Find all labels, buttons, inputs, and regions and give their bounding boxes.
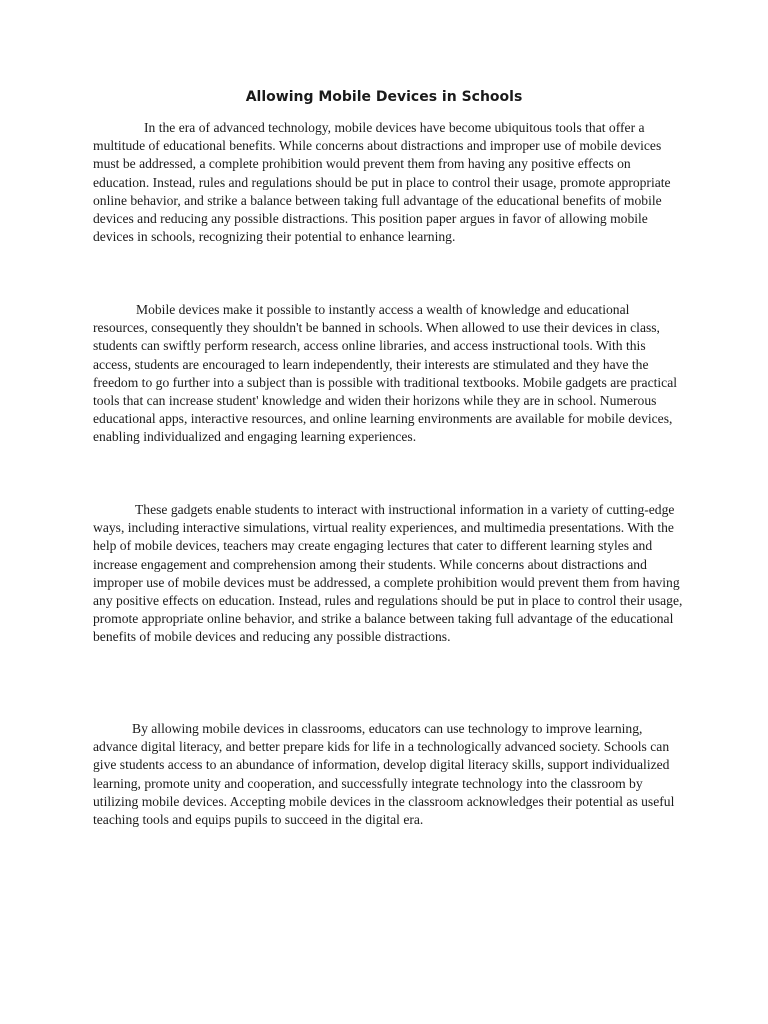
paragraph-interactive-learning: These gadgets enable students to interact with instructional information in a variety of cutting-edge ways, including interactive simulations, virtual reality experiences, and multimedia presentations. With the help of mobile devices, teachers may create engaging lectures that cater to different learning styles and increase engagement and comprehension among their students. While concerns about distractions and improper use of mobile devices must be addressed, a complete prohibition would prevent them from having any positive effects on education. Instead, rules and regulations should be put in place to control their usage, promote appropriate online behavior, and strike a balance between taking full advantage of the educational benefits of mobile devices and reducing any possible distractions. [93,502,683,645]
paragraph-access-to-knowledge: Mobile devices make it possible to instantly access a wealth of knowledge and educational resources, consequently they shouldn't be banned in schools. When allowed to use their devices in class, students can swiftly perform research, access online libraries, and access instructional tools. With this access, students are encouraged to learn independently, their interests are stimulated and they have the freedom to go further into a subject than is possible with traditional textbooks. Mobile gadgets are practical tools that can increase student' knowledge and widen their horizons while they are in school. Numerous educational apps, interactive resources, and online learning environments are available for mobile devices, enabling individualized and engaging learning experiences. [93,302,678,445]
paragraph-conclusion: By allowing mobile devices in classrooms, educators can use technology to improve learning, advance digital literacy, and better prepare kids for life in a technologically advanced society. Schools can give students access to an abundance of information, develop digital literacy skills, support individualized learning, promote unity and cooperation, and successfully integrate technology into the classroom by utilizing mobile devices. Accepting mobile devices in the classroom acknowledges their potential as useful teaching tools and equips pupils to succeed in the digital era. [93,721,675,828]
document-title: Allowing Mobile Devices in Schools [245,89,523,105]
paragraph-introduction: In the era of advanced technology, mobile devices have become ubiquitous tools that offer a multitude of educational benefits. While concerns about distractions and improper use of mobile devices must be addressed, a complete prohibition would prevent them from having any positive effects on education. Instead, rules and regulations should be put in place to control their usage, promote appropriate online behavior, and strike a balance between taking full advantage of the educational benefits of mobile devices and reducing any possible distractions. This position paper argues in favor of allowing mobile devices in schools, recognizing their potential to enhance learning. [93,120,671,245]
